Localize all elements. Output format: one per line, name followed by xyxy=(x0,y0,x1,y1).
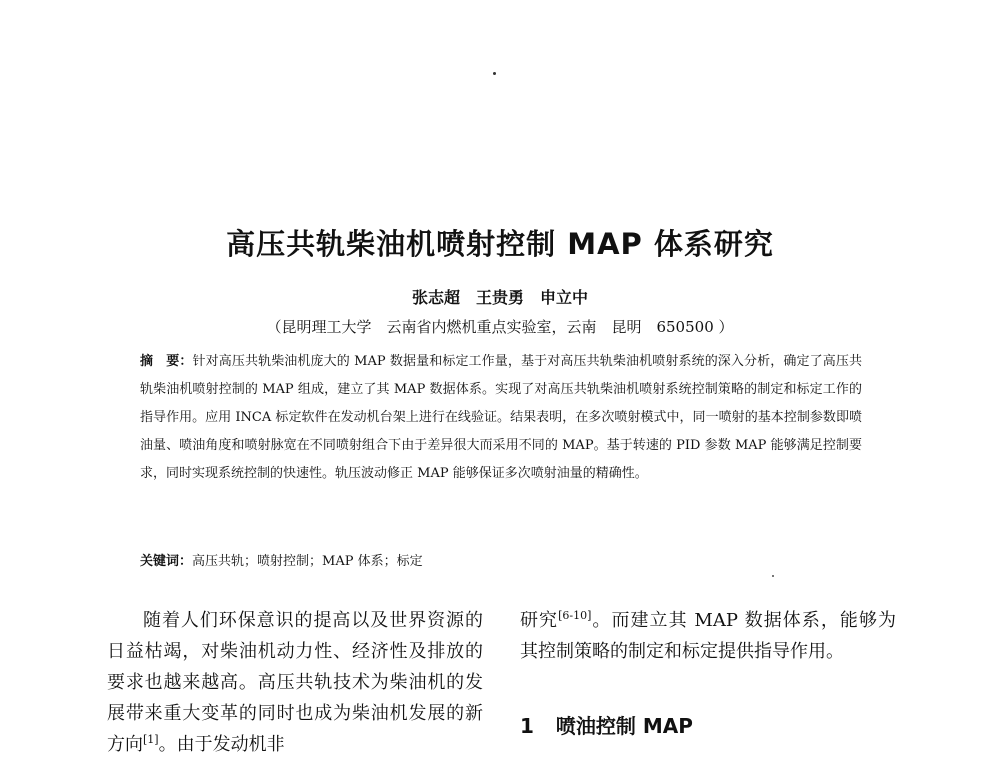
citation-1: [1] xyxy=(143,733,159,746)
right-paragraph-lead: 研究 xyxy=(520,610,559,631)
keywords-text: 高压共轨；喷射控制；MAP 体系；标定 xyxy=(192,554,423,569)
left-paragraph: 随着人们环保意识的提高以及世界资源的日益枯竭，对柴油机动力性、经济性及排放的要求也越来越高。高压共轨技术为柴油机的发展带来重大变革的同时也成为柴油机发展的新方向 xyxy=(107,610,483,755)
scan-speck xyxy=(772,575,774,577)
abstract xyxy=(140,348,862,488)
citation-6-10: [6-10] xyxy=(558,609,592,622)
authors: 张志超 王贵勇 申立中 xyxy=(411,288,588,307)
section-heading xyxy=(520,710,693,739)
abstract-label: 摘 要： xyxy=(140,354,193,369)
abstract-text: 针对高压共轨柴油机庞大的 MAP 数据量和标定工作量，基于对高压共轨柴油机喷射系统的深入分析，确定了高压共轨柴油机喷射控制的 MAP 组成，建立了其 MAP 数据体系。实现了对高压共轨柴油机喷射系统控制策略的制定和标定工作的指导作用。应用 INCA 标定软件在发动机台架上进行在线验证。结果表明，在多次喷射模式中，同一喷射的基本控制参数即喷油量、喷油角度和喷射脉宽在不同喷射组合下由于差异很大而采用不同的 MAP。基于转速的 PID 参数 MAP 能够满足控制要求，同时实现系统控制的快速性。轨压波动修正 MAP 能够保证多次喷射油量的精确性。 xyxy=(140,354,862,481)
keywords-label: 关键词： xyxy=(140,554,193,569)
paper-title: 高压共轨柴油机喷射控制 MAP 体系研究 xyxy=(226,227,774,261)
affiliation: （昆明理工大学 云南省内燃机重点实验室，云南 昆明 650500 ） xyxy=(266,318,734,336)
right-paragraph: 。而建立其 MAP 数据体系，能够为其控制策略的制定和标定提供指导作用。 xyxy=(520,610,897,662)
section-title: 喷油控制 MAP xyxy=(555,714,693,738)
body-left-column xyxy=(107,605,483,760)
section-number: 1 xyxy=(520,714,534,738)
body-right-column xyxy=(520,605,896,667)
left-paragraph-tail: 。由于发动机非 xyxy=(158,734,285,755)
page-dot-mark xyxy=(493,72,496,75)
keywords xyxy=(140,552,862,572)
